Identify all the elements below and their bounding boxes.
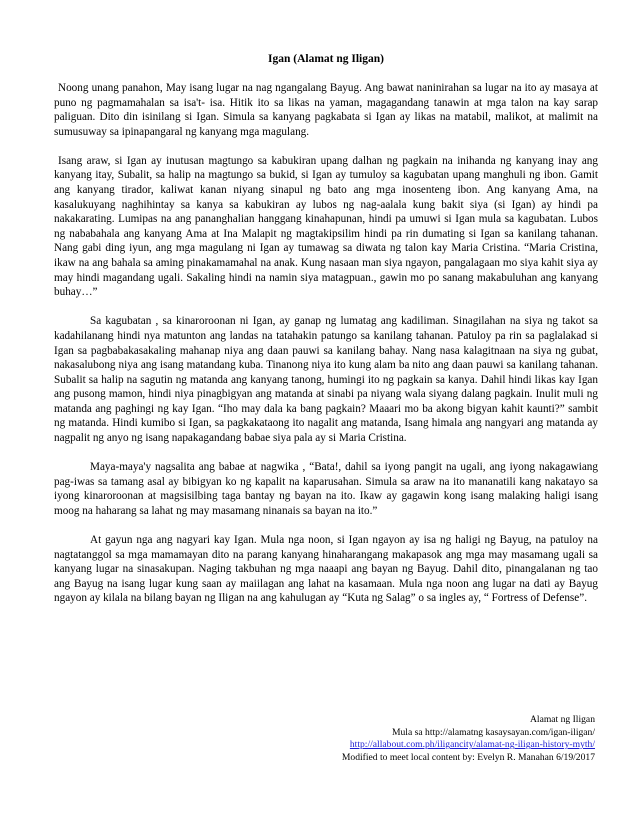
credit-title: Alamat ng Iligan: [529, 714, 595, 725]
paragraph-3: Sa kagubatan , sa kinaroroonan ni Igan, ay ganap ng lumatag ang kadiliman. Sinagilahan na siya ng takot sa kadahilanang hindi nya matunton ang landas na tatahakin patungo sa kanilang tahanan. Patuloy pa rin sa paglalakad si Igan sa pagbabakasakaling mahanap niya ang daan pauwi sa kanilang bahay. Nang nasa kalagitnaan na siya ng gubat, nakasalubong niya ang isang matandang kuba. Tinanong niya ito kung alam ba nito ang daan pauwi sa kanilang tahanan. Subalit sa halip na sagutin ng matanda ang kanyang tanong, humingi ito ng pagkain sa kanya. Dahil hindi likas kay Igan ang pusong mamon, hindi niya pinagbigyan ang matanda at sinabi pa niyang wala siyang dalang pagkain. Inulit muli ng matanda ang paghingi ng kay Igan. “Iho may dala ka bang pagkain? Maaari mo ba akong bigyan kahit kaunti?” sambit ng matanda. Hindi kumibo si Igan, sa pagkakataong ito nagalit ang matanda, Isang himala ang nangyari ang matanda ay nagpalit ng anyo ng isang napakagandang babae siya pala ay si Maria Cristina.: [54, 315, 598, 445]
credit-source: Mula sa http://alamatng kasaysayan.com/igan-iligan/: [391, 726, 595, 738]
paragraph-5: At gayun nga ang nagyari kay Igan. Mula nga noon, si Igan ngayon ay isa ng haligi ng Bayug, na patuloy na nagtatanggol sa mga mamamayan dito na parang kanyang hinaharangang makapasok ang mga may masamang ugali sa kanyang lugar na sinasakupan. Naging takbuhan ng mga naaapi ang bayan ng Bayug. Dahil dito, pinangalanan ng tao ang Bayug na isang lugar kung saan ay maiilagan ang lahat na kasamaan. Mula nga noon ang lugar na dati ay Bayug ngayon ay kilala na bilang bayan ng Iligan na ang kahulugan ay “Kuta ng Salag” o sa ingles ay, “ Fortress of Defense”.: [54, 534, 598, 605]
paragraph-4: Maya-maya'y nagsalita ang babae at nagwika , “Bata!, dahil sa iyong pangit na ugali, ang iyong nakagawiang pag-iwas sa tamang asal ay bibigyan ko ng kapalit na kaparusahan. Simula sa araw na ito mananatili kang nakatayo sa iyong kinaroroonan at magsisilbing taga bantay ng bayan na ito. Ikaw ay gagawin kong isang malaking haligi isang moog na haharang sa lahat ng may masamang ninanais sa bayan na ito.”: [54, 461, 598, 517]
document-page: [54, 0, 598, 826]
paragraph-1: Noong unang panahon, May isang lugar na nag ngangalang Bayug. Ang bawat naninirahan sa lugar na ito ay masaya at puno ng pagmamahalan sa isa't- isa. Hitik ito sa likas na yaman, magagandang tanawin at mga talon na kay sarap paliguan. Dito din isinilang si Igan. Simula sa kanyang pagkabata si Igan ay likas na matabil, malikot, at malimit na sumusuway sa ipinapangaral ng kanyang mga magulang.: [54, 82, 598, 138]
document-body: [54, 81, 598, 621]
paragraph-2: Isang araw, si Igan ay inutusan magtungo sa kabukiran upang dalhan ng pagkain na inihanda ng kanyang inay ang kanyang itay, Subalit, sa halip na magtungo sa bukid, si Igan ay tumuloy sa kagubatan upang manghuli ng ibon. Gamit ang kanyang tirador, kaliwat kanan niyang sinapul ng bato ang mga inosenteng ibon. Ang kanyang Ama, na kasalukuyang naghihintay sa kanya sa kabukiran ay lubos ng nag-aalala kung bakit siya (si Igan) ay hindi pa nakakarating. Lumipas na ang pananghalian hanggang kinahapunan, hindi pa umuwi si Igan mula sa kagubatan. Lubos ng nababahala ang kanyang Ama at Ina Malapit ng magtakipsilim hindi pa rin dumating si Igan sa kanilang tahanan. Nang gabi ding iyun, ang mga magulang ni Igan ay tumawag sa diwata ng talon kay Maria Cristina. “Maria Cristina, ikaw na ang bahala sa aming pinakamamahal na anak. Kung nasaan man siya ngayon, pangalagaan mo siya kahit siya ay may hindi magandang ugali. Sakaling hindi na namin siya matagpuan., gawin mo po sanang makabuluhan ang kanyang buhay…”: [54, 154, 598, 299]
credit-modified-by: Modified to meet local content by: Evelyn R. Manahan 6/19/2017: [341, 751, 595, 763]
document-title: Igan (Alamat ng Iligan): [268, 53, 384, 65]
credit-link[interactable]: http://allabout.com.ph/iligancity/alamat-ng-iligan-history-myth/: [349, 739, 595, 751]
source-credits: [342, 714, 595, 764]
